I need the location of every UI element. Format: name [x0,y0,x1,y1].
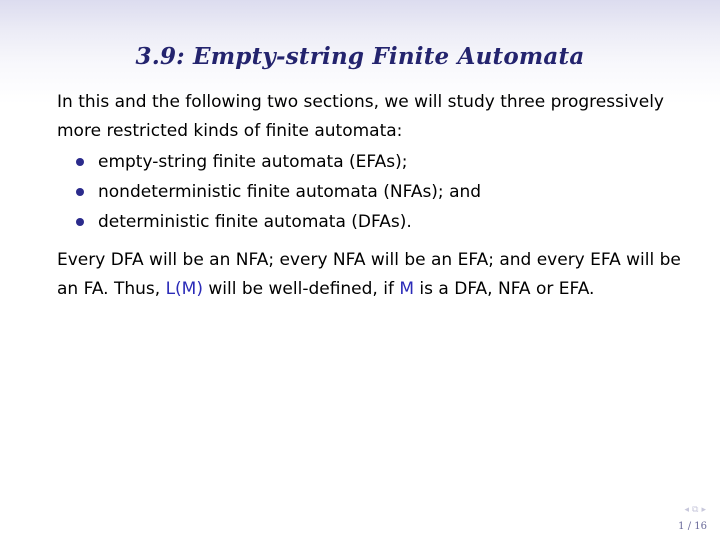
next-arrow-icon[interactable]: ▸ [701,505,706,515]
bullet-icon [76,188,84,196]
page-number: 1 / 16 [678,521,707,532]
bullet-text: deterministic finite automata (DFAs). [98,212,412,232]
navigation-controls [685,505,707,515]
outro-text: Every DFA will be an NFA; every NFA will be an EFA; and every EFA will be an FA. Thus, [57,250,681,299]
outro-text: is a DFA, NFA or EFA. [414,279,595,299]
frame-icon[interactable]: ⧉ [692,505,699,515]
prev-arrow-icon[interactable]: ◂ [684,505,690,515]
bullet-icon [76,158,84,166]
language-of-m: L(M) [165,279,203,299]
bullet-text: nondeterministic finite automata (NFAs); and [98,182,482,202]
list-item [76,207,481,237]
outro-paragraph [57,246,687,304]
slide-title: 3.9: Empty-string Finite Automata [135,43,585,70]
intro-paragraph: In this and the following two sections, we will study three progressively more restricted kinds of finite automata: [57,92,664,141]
automaton-m: M [399,279,415,299]
outro-text: will be well-defined, if [202,279,400,299]
bullet-icon [76,218,84,226]
bullet-text: empty-string finite automata (EFAs); [98,152,408,172]
bullet-list [76,147,481,237]
list-item [76,177,481,207]
list-item [76,147,481,177]
